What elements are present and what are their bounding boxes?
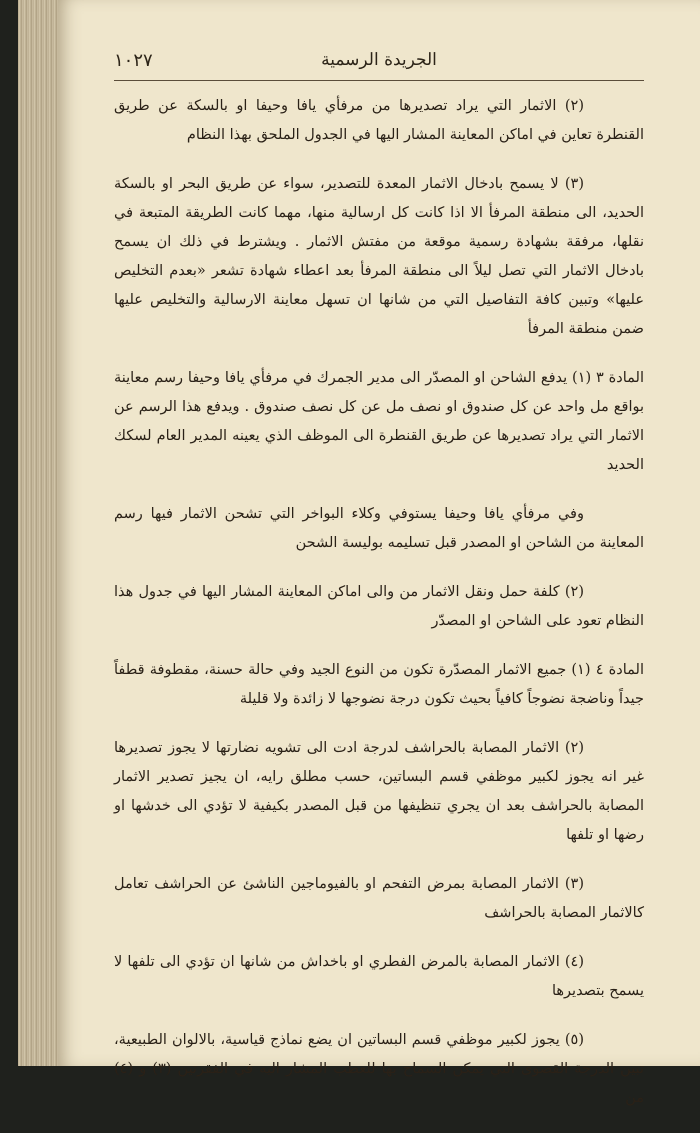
article-3-1: المادة ٣ (١) يدفع الشاحن او المصدّر الى مدير الجمرك في مرفأي يافا وحيفا رسم معاينة بواقع مل واحد عن كل صندوق او نصف مل عن كل نصف صندوق . ويدفع هذا الرسم عن الاثمار التي يراد تصديرها عن طريق القنطرة الى الموظف الذي يعينه المدير العام لسكك الحديد (114, 370, 644, 473)
document-body (114, 92, 644, 1133)
paragraph-3-1-cont: وفي مرفأي يافا وحيفا يستوفي وكلاء البواخر التي تشحن الاثمار فيها رسم المعاينة من الشاحن او المصدر قبل تسليمه بوليسة الشحن (114, 506, 644, 551)
paragraph-2-2: (٢) الاثمار التي يراد تصديرها من مرفأي يافا وحيفا او بالسكة عن طريق القنطرة تعاين في اماكن المعاينة المشار اليها في الجدول الملحق بهذا النظام (114, 98, 644, 143)
article-4-1: المادة ٤ (١) جميع الاثمار المصدّرة تكون من النوع الجيد وفي حالة حسنة، مقطوفة قطفاً جيداً وناضجة نضوجاً كافياً بحيث تكون درجة نضوجها لا زائدة ولا قليلة (114, 662, 644, 707)
paragraph-2-3: (٣) لا يسمح بادخال الاثمار المعدة للتصدير، سواء عن طريق البحر او بالسكة الحديد، الى منطقة المرفأ الا اذا كانت كل ارسالية منها، مهما كانت الطريقة المتبعة في نقلها، مرفقة بشهادة رسمية موقعة من مفتش الاثمار . ويشترط في ذلك ان يسمح بادخال الاثمار التي تصل ليلاً الى منطقة المرفأ بعد اعطاء شهادة تشعر «بعدم التخليص عليها» وتبين كافة التفاصيل التي من شانها ان تسهل معاينة الارسالية والتخليص عليها ضمن منطقة المرفأ (114, 176, 644, 337)
paragraph-4-3: (٣) الاثمار المصابة بمرض التفحم او بالفيوماجين الناشئ عن الحراشف تعامل كالاثمار المصابة بالحراشف (114, 876, 644, 921)
paragraph-4-5: (٥) يجوز لكبير موظفي قسم البساتين ان يضع نماذج قياسية، بالالوان الطبيعية، تبين الدرجة القصوى التي يمكن السماح بها للعطب المشار اليه في الفقرتين (٣) و (٤) من (114, 1032, 644, 1106)
paragraph-4-2: (٢) الاثمار المصابة بالحراشف لدرجة ادت الى تشويه نضارتها لا يجوز تصديرها غير انه يجوز لكبير موظفي قسم البساتين، حسب مطلق رايه، ان يجيز تصدير الاثمار المصابة بالحراشف بعد ان يجري تنظيفها من قبل المصدر بكيفية لا تؤدي الى خدشها او رضها او تلفها (114, 740, 644, 843)
paragraph-3-2: (٢) كلفة حمل ونقل الاثمار من والى اماكن المعاينة المشار اليها في جدول هذا النظام تعود على الشاحن او المصدّر (114, 584, 644, 629)
running-title: الجريدة الرسمية (321, 50, 437, 70)
document-page (58, 0, 700, 1106)
page-number: ١٠٢٧ (114, 50, 153, 71)
paragraph-4-4: (٤) الاثمار المصابة بالمرض الفطري او باخداش من شانها ان تؤدي الى تلفها لا يسمح بتصديرها (114, 954, 644, 999)
page-header (114, 50, 644, 80)
header-rule (114, 80, 644, 81)
